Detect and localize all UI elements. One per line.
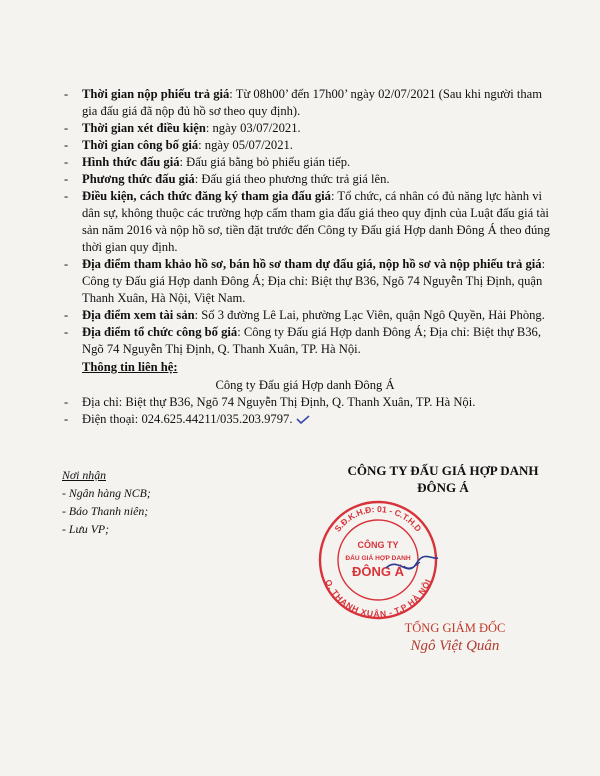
bullet-dash: -: [64, 257, 69, 271]
signer-position: TỔNG GIÁM ĐỐC: [404, 621, 506, 635]
info-item: [60, 188, 550, 256]
recipient-item: - Báo Thanh niên;: [62, 504, 149, 518]
info-label: Thời gian nộp phiếu trả giá: [82, 87, 230, 101]
info-label: Phương thức đấu giá: [82, 172, 195, 186]
info-item: [60, 154, 550, 171]
info-value: : Đấu giá theo phương thức trả giá lên.: [194, 172, 390, 186]
recipients-heading: Nơi nhận: [62, 468, 106, 482]
info-value: : Công ty Đấu giá Hợp danh Đông Á; Địa chỉ: Biệt thự B36, Ngõ 74 Nguyễn Thị Định, quận Thanh Xuân, Hà Nội, Việt Nam.: [82, 257, 546, 305]
info-item: [60, 137, 550, 154]
contact-address: - Địa chỉ: Biệt thự B36, Ngõ 74 Nguyễn Thị Định, Q. Thanh Xuân, TP. Hà Nội.: [64, 395, 476, 409]
contact-phone: - Điện thoại: 024.625.44211/035.203.9797.: [60, 411, 550, 428]
bullet-dash: -: [64, 121, 69, 135]
bullet-dash: -: [64, 189, 69, 203]
stamp-ring-text: S.Đ.K.H.Đ: 01 - C.T.H.D: [332, 503, 424, 534]
checkmark-icon: [296, 415, 310, 425]
info-value: : Từ 08h00’ đến 17h00’ ngày 02/07/2021 (Sau khi người tham gia đấu giá đã nộp đủ hồ sơ theo quy định).: [82, 87, 543, 118]
info-value: : Đấu giá bằng bỏ phiếu gián tiếp.: [179, 155, 351, 169]
bullet-dash: -: [64, 172, 69, 186]
stamp-ring-bottom: Q. THANH XUÂN - T.P HÀ NỘI: [323, 577, 433, 620]
info-label: Địa điểm xem tài sản: [82, 308, 195, 322]
bullet-dash: -: [64, 308, 69, 322]
recipient-item: - Ngân hàng NCB;: [62, 486, 151, 500]
bullet-dash: -: [64, 155, 69, 169]
company-stamp: [316, 498, 440, 622]
svg-text:S.Đ.K.H.Đ: 01 - C.T.H.D: [332, 504, 423, 534]
signer-name: Ngô Việt Quân: [410, 638, 500, 654]
info-value: : Số 3 đường Lê Lai, phường Lạc Viên, quận Ngô Quyền, Hải Phòng.: [194, 308, 545, 322]
recipients-block: [62, 466, 151, 538]
info-label: Địa điểm tổ chức công bố giá: [82, 325, 238, 339]
info-label: Thời gian xét điều kiện: [82, 121, 206, 135]
info-value: : Tổ chức, cá nhân có đủ năng lực hành vi dân sự, không thuộc các trường hợp cấm tham gia đấu giá theo quy định của Luật đấu giá tài sản năm 2016 và nộp hồ sơ, tiền đặt trước đến Công ty Đấu giá Hợp danh Đông Á theo đúng thời gian quy định.: [82, 189, 550, 254]
bullet-dash: -: [64, 325, 69, 339]
info-item: [60, 171, 550, 188]
info-item: [60, 120, 550, 137]
signing-organization: CÔNG TY ĐẤU GIÁ HỢP DANH ĐÔNG Á: [347, 463, 539, 495]
info-label: Thời gian công bố giá: [82, 138, 199, 152]
info-item: [60, 324, 550, 358]
info-value: : ngày 05/07/2021.: [198, 138, 293, 152]
info-item: [60, 86, 550, 120]
stamp-line3: ĐÔNG Á: [352, 564, 404, 579]
info-value: : Công ty Đấu giá Hợp danh Đông Á; Địa chỉ: Biệt thự B36, Ngõ 74 Nguyễn Thị Định, Q. Thanh Xuân, TP. Hà Nội.: [82, 325, 541, 356]
info-item: [60, 307, 550, 324]
bullet-dash: -: [64, 138, 69, 152]
info-label: Hình thức đấu giá: [82, 155, 180, 169]
stamp-line1: CÔNG TY: [357, 540, 399, 550]
info-label: Điều kiện, cách thức đăng ký tham gia đấu giá: [82, 189, 331, 203]
recipient-item: - Lưu VP;: [62, 522, 110, 536]
auction-info-section: [60, 86, 550, 428]
info-label: Địa điểm tham khảo hồ sơ, bán hồ sơ tham dự đấu giá, nộp hồ sơ và nộp phiếu trả giá: [82, 257, 542, 271]
stamp-line2: ĐẤU GIÁ HỢP DANH: [345, 555, 411, 562]
svg-text:Q. THANH XUÂN - T.P HÀ NỘI: [323, 578, 433, 619]
info-item: [60, 256, 550, 307]
info-value: : ngày 03/07/2021.: [205, 121, 301, 135]
contact-title: Thông tin liên hệ:: [82, 360, 178, 374]
contact-company: Công ty Đấu giá Hợp danh Đông Á: [215, 378, 395, 392]
bullet-dash: -: [64, 87, 69, 101]
